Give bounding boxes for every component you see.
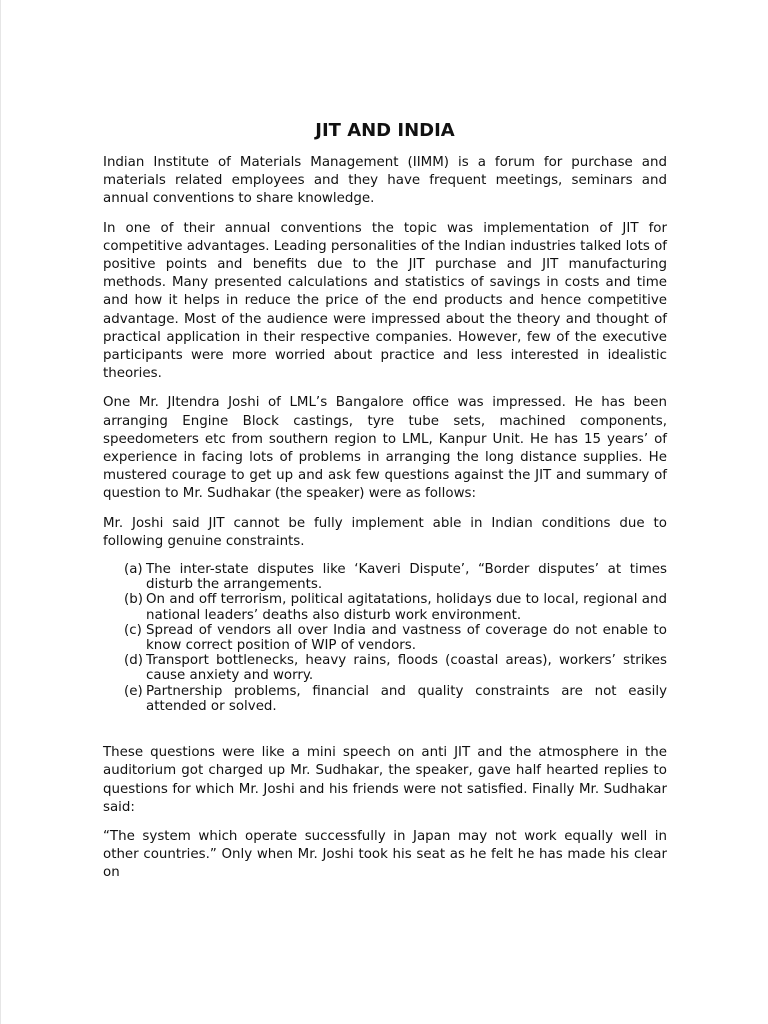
constraints-list xyxy=(103,562,667,714)
paragraph-japan-quote: “The system which operate successfully in Japan may not work equally well in other countries.” Only when Mr. Joshi took his seat as he felt he has made his clear on xyxy=(103,828,667,881)
list-item xyxy=(124,592,667,622)
list-marker: (b) xyxy=(124,592,143,608)
list-marker: (d) xyxy=(124,653,143,669)
paragraph-anti-jit-speech: These questions were like a mini speech on anti JIT and the atmosphere in the auditorium got charged up Mr. Sudhakar, the speaker, gave half hearted replies to questions for which Mr. Joshi and his friends were not satisfied. Finally Mr. Sudhakar said: xyxy=(103,745,667,815)
paragraph-annual-convention: In one of their annual conventions the topic was implementation of JIT for competitive advantages. Leading personalities of the Indian industries talked lots of positive points and benefits due to the JIT purchase and JIT manufacturing methods. Many presented calculations and statistics of savings in costs and time and how it helps in reduce the price of the end products and hence competitive advantage. Most of the audience were impressed about the theory and thought of practical application in their respective companies. However, few of the executive participants were more worried about practice and less interested in idealistic theories. xyxy=(103,220,667,382)
list-item xyxy=(124,653,667,683)
list-marker: (a) xyxy=(124,562,143,578)
list-marker: (c) xyxy=(124,622,142,638)
list-text: Partnership problems, financial and quality constraints are not easily attended or solved. xyxy=(146,683,667,714)
list-item xyxy=(124,623,667,653)
list-text: Spread of vendors all over India and vastness of coverage do not enable to know correct position of WIP of vendors. xyxy=(146,622,667,654)
document-title: JIT AND INDIA xyxy=(315,120,455,141)
list-marker: (e) xyxy=(124,683,143,699)
paragraph-constraints-intro: Mr. Joshi said JIT cannot be fully implement able in Indian conditions due to following genuine constraints. xyxy=(103,515,667,549)
list-item xyxy=(124,684,667,714)
list-item xyxy=(124,562,667,592)
paragraph-mr-joshi: One Mr. JItendra Joshi of LML’s Bangalore office was impressed. He has been arranging Engine Block castings, tyre tube sets, machined components, speedometers etc from southern region to LML, Kanpur Unit. He has 15 years’ of experience in facing lots of problems in arranging the long distance supplies. He mustered courage to get up and ask few questions against the JIT and summary of question to Mr. Sudhakar (the speaker) were as follows: xyxy=(103,395,667,502)
paragraph-iimm-intro: Indian Institute of Materials Management (IIMM) is a forum for purchase and materials related employees and they have frequent meetings, seminars and annual conventions to share knowledge. xyxy=(103,155,667,207)
section-spacer xyxy=(103,714,667,744)
list-text: On and off terrorism, political agitatations, holidays due to local, regional and national leaders’ deaths also disturb work environment. xyxy=(146,592,667,623)
list-text: Transport bottlenecks, heavy rains, floods (coastal areas), workers’ strikes cause anxiety and worry. xyxy=(146,653,667,684)
list-text: The inter-state disputes like ‘Kaveri Dispute’, “Border disputes’ at times disturb the arrangements. xyxy=(146,562,667,593)
